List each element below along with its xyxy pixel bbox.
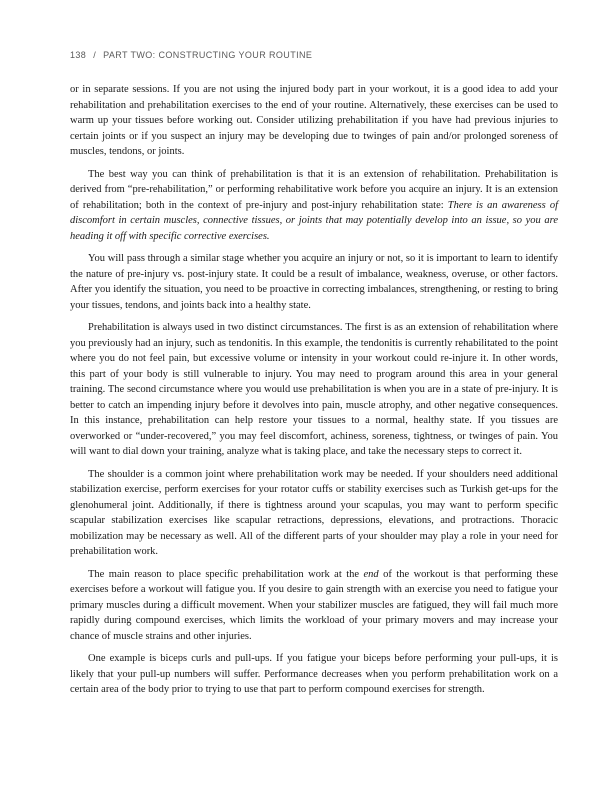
running-header [70,50,312,60]
paragraph-2-italic: There is an awareness of discomfort in certain muscles, connective tissues, or joints that may potentially develop into an issue, so you are heading it off with specific corrective exercises. [70,199,558,242]
paragraph-6 [70,567,558,645]
body-text [70,82,558,705]
page-number: 138 [70,50,87,60]
paragraph-7: One example is biceps curls and pull-ups. If you fatigue your biceps before performing your pull-ups, it is likely that your pull-up numbers will suffer. Performance decreases when you perform prehabilitation work on a certain area of the body prior to trying to use that part to perform compound exercises for strength. [70,653,558,695]
header-separator: / [93,50,97,60]
paragraph-6-italic: end [363,568,379,580]
paragraph-4: Prehabilitation is always used in two distinct circumstances. The first is as an extension of rehabilitation where you previously had an injury, such as tendonitis. In this example, the tendonitis is currently rehabilitated to the point where you do not feel pain, but excessive volume or intensity in your workout could re-injure it. In other words, this part of your body is still vulnerable to injury. You may need to program around this area in your general training. The second circumstance where you would use prehabilitation is when you are in a state of pre-injury. It is better to catch an impending injury before it devolves into pain, muscle atrophy, and other negative consequences. In this instance, prehabilitation can help restore your tissues to a normal, healthy state. If you tissues are overworked or “under-recovered,” you may feel discomfort, achiness, soreness, tightness, or twinges of pain. You will want to dial down your training, analyze what is taking place, and take the necessary steps to correct it. [70,322,558,457]
paragraph-2-text: The best way you can think of prehabilitation is that it is an extension of rehabilitation. Prehabilitation is derived from “pre-rehabilitation,” or performing rehabilitative work before you acquire an injury. It is an extension of rehabilitation; both in the context of pre-injury and post-injury rehabilitation state: [70,168,558,211]
paragraph-6-text-start: The main reason to place specific prehabilitation work at the [88,568,364,580]
paragraph-3: You will pass through a similar stage whether you acquire an injury or not, so it is important to learn to identify the nature of pre-injury vs. post-injury state. It could be a result of imbalance, weakness, overuse, or other factors. After you identify the situation, you need to be proactive in correcting imbalances, strengthening, or resting to bring your tissues, tendons, and joints back into a healthy state. [70,253,558,311]
paragraph-2 [70,167,558,245]
paragraph-5: The shoulder is a common joint where prehabilitation work may be needed. If your shoulders need additional stabilization exercise, perform exercises for your rotator cuffs or stability exercises such as Turkish get-ups for the glenohumeral joint. Additionally, if there is tightness around your scapulas, you may want to perform specific scapular stabilization exercises like scapular retractions, depressions, elevations, and protractions. Thoracic mobilization may be necessary as well. All of the different parts of your shoulder may play a role in your need for prehabilitation work. [70,468,558,557]
part-title: PART TWO: CONSTRUCTING YOUR ROUTINE [103,50,313,60]
paragraph-6-text-end: of the workout is that performing these exercises before a workout will fatigue you. If you desire to gain strength with an exercise you need to fatigue your primary muscles during a difficult movement. When your stabilizer muscles are fatigued, they will fail much more rapidly during compound exercises, which limits the workload of your primary movers and may increase your chance of muscle strains and other injuries. [70,568,558,642]
paragraph-1: or in separate sessions. If you are not using the injured body part in your workout, it is a good idea to add your rehabilitation and prehabilitation exercises to the end of your routine. Alternatively, these exercises can be used to warm up your tissues before working out. Consider utilizing prehabilitation if you have had previous injuries to certain joints or if you suspect an injury may be developing due to twinges of pain and/or prolonged soreness of muscles, tendons, or joints. [70,84,558,157]
